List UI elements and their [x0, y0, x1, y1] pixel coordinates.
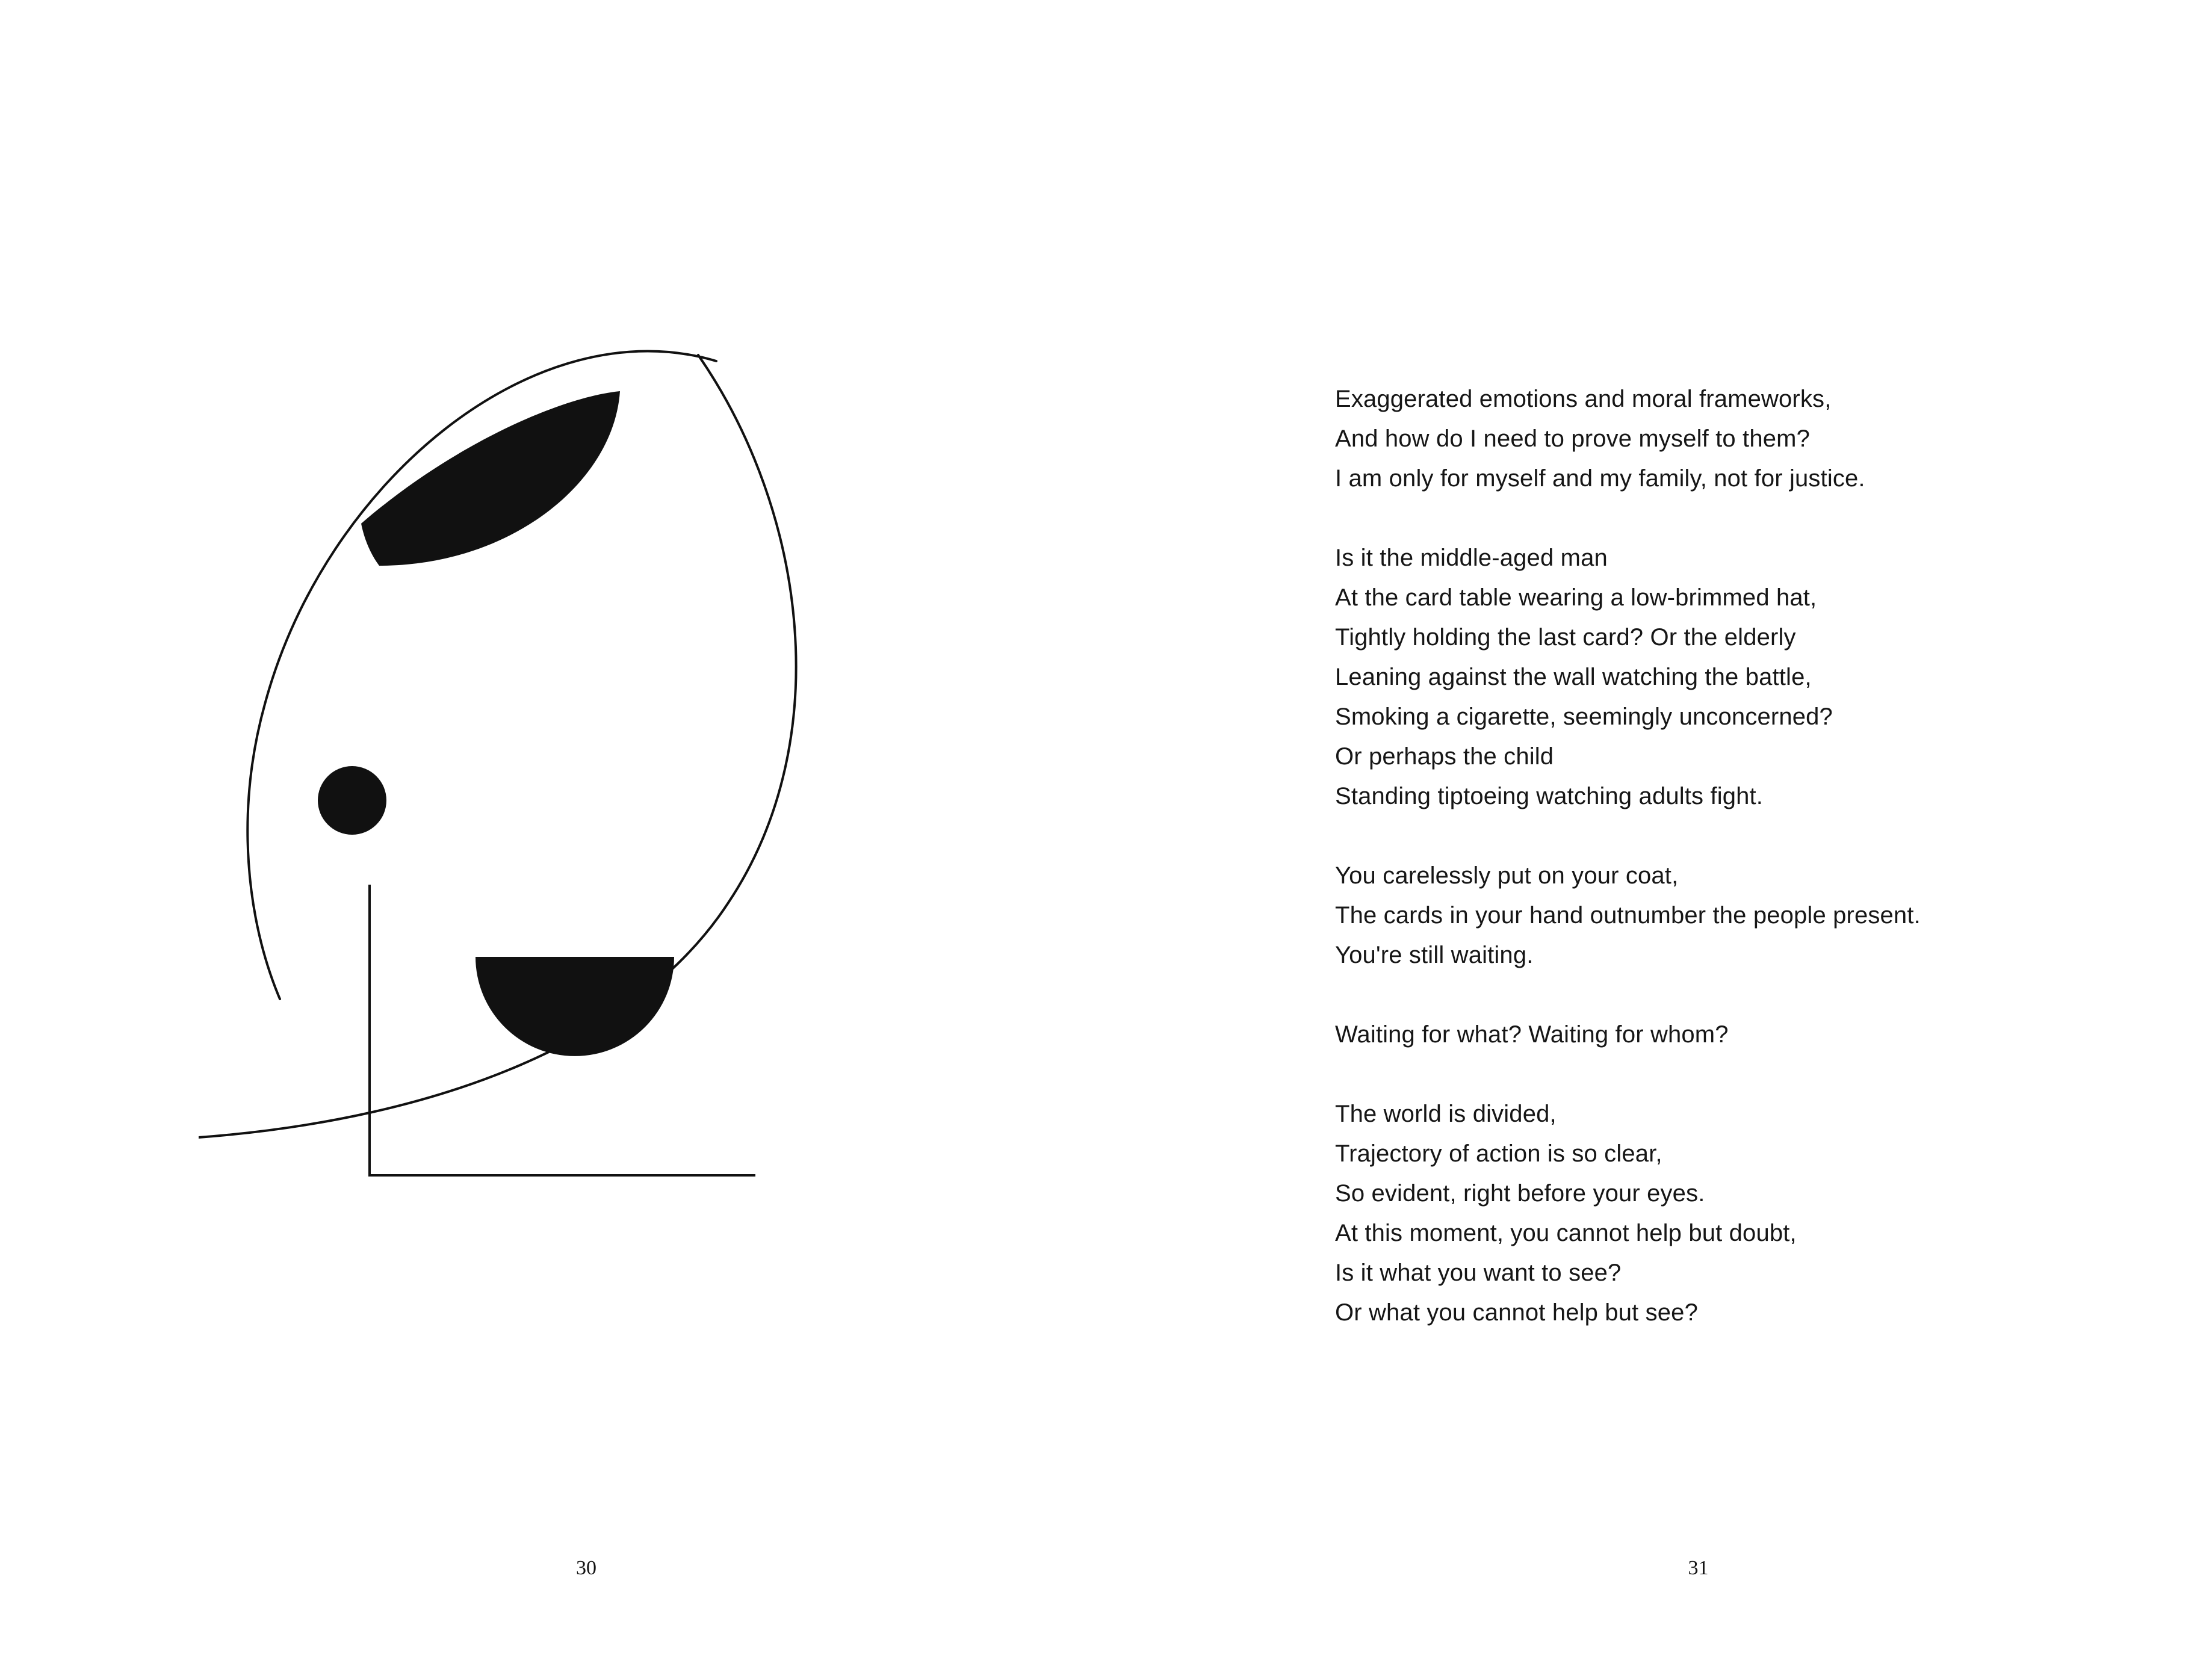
poem-stanza: [1335, 379, 2130, 498]
poem-line: Tightly holding the last card? Or the elderly: [1335, 624, 1796, 651]
poem-line: At the card table wearing a low-brimmed hat,: [1335, 584, 1817, 611]
poem-line: Is it what you want to see?: [1335, 1260, 1622, 1286]
dot-circle-shape: [318, 766, 386, 835]
poem-stanza: [1335, 1094, 2130, 1332]
poem-stanza: [1335, 856, 2130, 975]
poem-line: Or what you cannot help but see?: [1335, 1299, 1698, 1326]
poem-line: So evident, right before your eyes.: [1335, 1180, 1705, 1207]
page-number-left: 30: [576, 1557, 596, 1579]
poem-stanza: [1335, 1015, 2130, 1054]
poem-line: The cards in your hand outnumber the people present.: [1335, 902, 1921, 929]
poem-line: Waiting for what? Waiting for whom?: [1335, 1021, 1729, 1048]
poem-line: Is it the middle-aged man: [1335, 545, 1608, 571]
page-number-right: 31: [1688, 1557, 1709, 1579]
poem-line: The world is divided,: [1335, 1101, 1557, 1127]
poem-line: Smoking a cigarette, seemingly unconcerned?: [1335, 704, 1833, 730]
poem-line: Or perhaps the child: [1335, 743, 1554, 770]
poem-body: [1335, 379, 2130, 1332]
poem-line: Leaning against the wall watching the battle,: [1335, 664, 1812, 690]
poem-line: You're still waiting.: [1335, 942, 1534, 968]
poem-line: Trajectory of action is so clear,: [1335, 1140, 1662, 1167]
poem-line: And how do I need to prove myself to them?: [1335, 425, 1810, 452]
crescent-eye-shape: [361, 391, 620, 566]
half-disc-shape: [476, 957, 674, 1056]
abstract-face-illustration: [199, 283, 909, 1306]
poem-line: You carelessly put on your coat,: [1335, 862, 1679, 889]
poem-line: Standing tiptoeing watching adults fight.: [1335, 783, 1764, 809]
poem-line: Exaggerated emotions and moral frameworks,: [1335, 386, 1832, 412]
poem-line: I am only for myself and my family, not for justice.: [1335, 465, 1865, 492]
poem-stanza: [1335, 538, 2130, 816]
poem-line: At this moment, you cannot help but doubt,: [1335, 1220, 1797, 1246]
right-page: [1106, 0, 2212, 1670]
